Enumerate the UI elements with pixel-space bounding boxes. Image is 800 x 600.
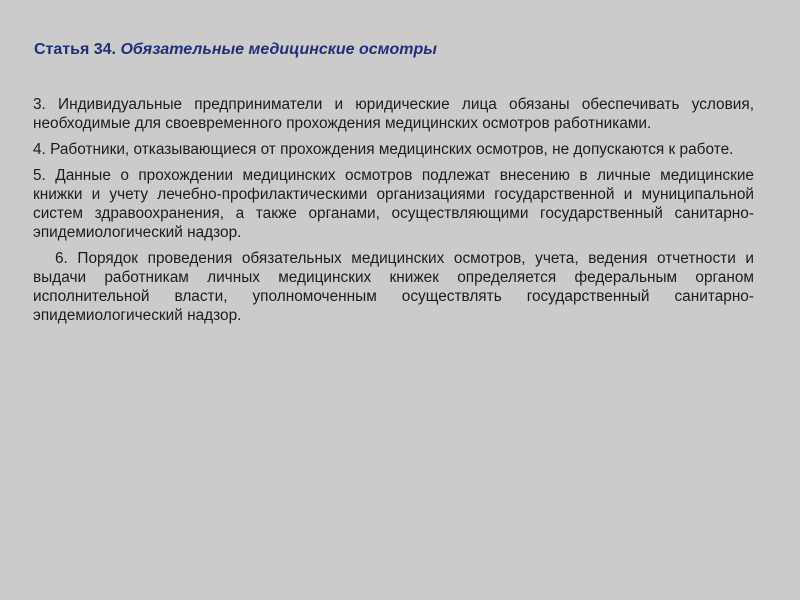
paragraph-5: 5. Данные о прохождении медицинских осмотров подлежат внесению в личные медицинские книжки и учету лечебно-профилактическими организациями государственной и муниципальной систем здравоохранения, а также органами, осуществляющими государственный санитарно-эпидемиологический надзор. — [33, 167, 754, 241]
paragraph-3: 3. Индивидуальные предприниматели и юридические лица обязаны обеспечивать условия, необходимые для своевременного прохождения медицинских осмотров работниками. — [33, 96, 754, 132]
slide-body — [33, 95, 754, 332]
paragraph-6: 6. Порядок проведения обязательных медицинских осмотров, учета, ведения отчетности и выдачи работникам личных медицинских книжек определяется федеральным органом исполнительной власти, уполномоченным осуществлять государственный санитарно-эпидемиологический надзор. — [33, 250, 754, 324]
title-article-number: Статья 34. — [34, 41, 116, 58]
title-article-name: Обязательные медицинские осмотры — [120, 41, 437, 58]
slide-title — [34, 40, 764, 60]
paragraph-4: 4. Работники, отказывающиеся от прохождения медицинских осмотров, не допускаются к работе. — [33, 141, 734, 158]
